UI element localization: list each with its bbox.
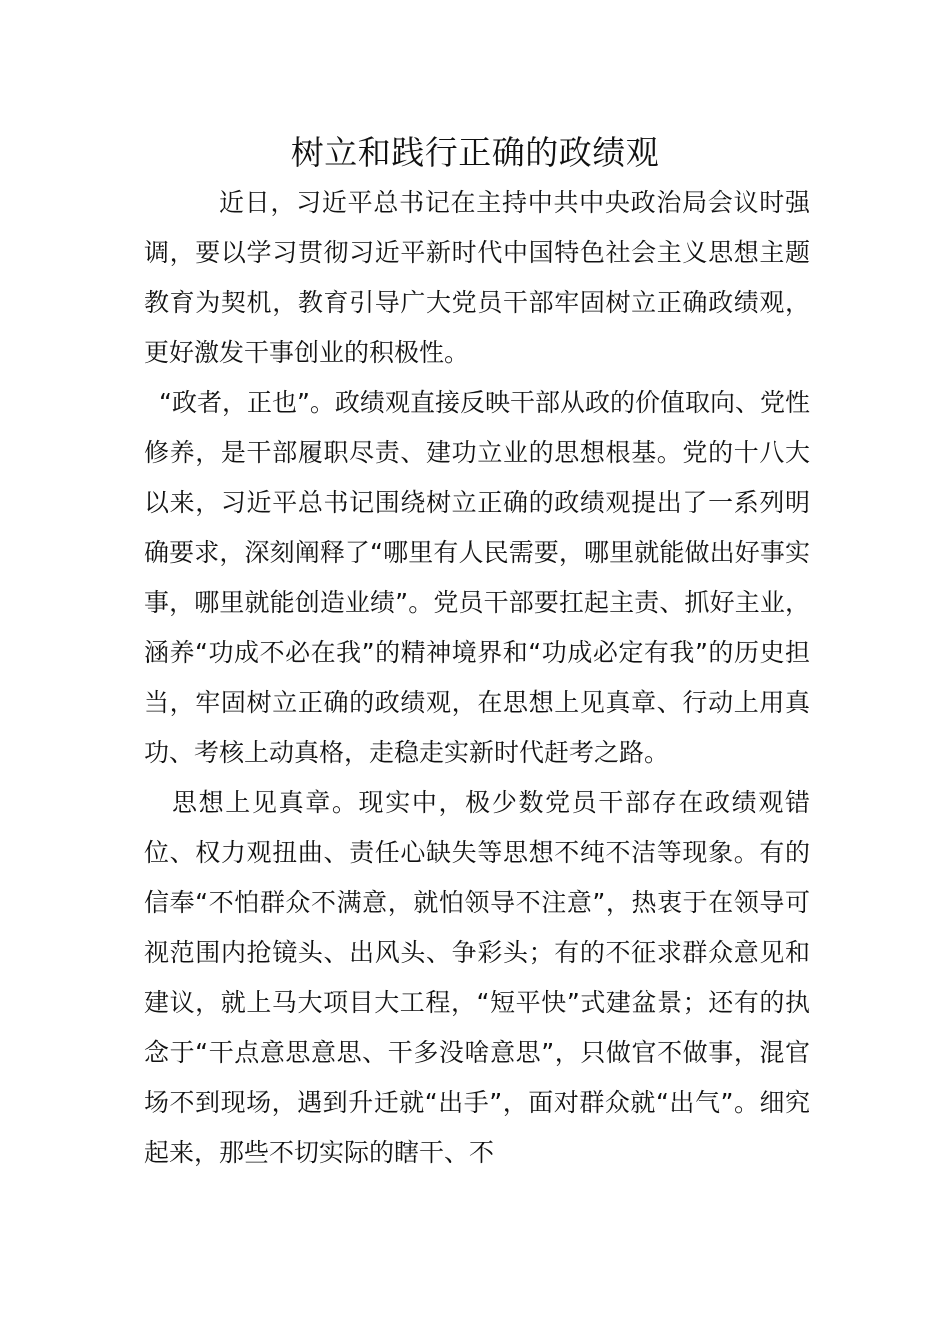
- document-body: [144, 178, 810, 1178]
- paragraph-1: 近日，习近平总书记在主持中共中央政治局会议时强调，要以学习贯彻习近平新时代中国特色社会主义思想主题教育为契机，教育引导广大党员干部牢固树立正确政绩观，更好激发干事创业的积极性。: [144, 188, 810, 367]
- paragraph-2: “政者，正也”。政绩观直接反映干部从政的价值取向、党性修养，是干部履职尽责、建功立业的思想根基。党的十八大以来，习近平总书记围绕树立正确的政绩观提出了一系列明确要求，深刻阐释了“哪里有人民需要，哪里就能做出好事实事，哪里就能创造业绩”。党员干部要扛起主责、抓好主业，涵养“功成不必在我”的精神境界和“功成必定有我”的历史担当，牢固树立正确的政绩观，在思想上见真章、行动上用真功、考核上动真格，走稳走实新时代赶考之路。: [144, 388, 810, 767]
- document-title: 树立和践行正确的政绩观: [290, 133, 660, 172]
- paragraph-3: 思想上见真章。现实中，极少数党员干部存在政绩观错位、权力观扭曲、责任心缺失等思想不纯不洁等现象。有的信奉“不怕群众不满意，就怕领导不注意”，热衷于在领导可视范围内抢镜头、出风头、争彩头；有的不征求群众意见和建议，就上马大项目大工程，“短平快”式建盆景；还有的执念于“干点意思意思、干多没啥意思”，只做官不做事，混官场不到现场，遇到升迁就“出手”，面对群众就“出气”。细究起来，那些不切实际的瞎干、不: [144, 788, 810, 1167]
